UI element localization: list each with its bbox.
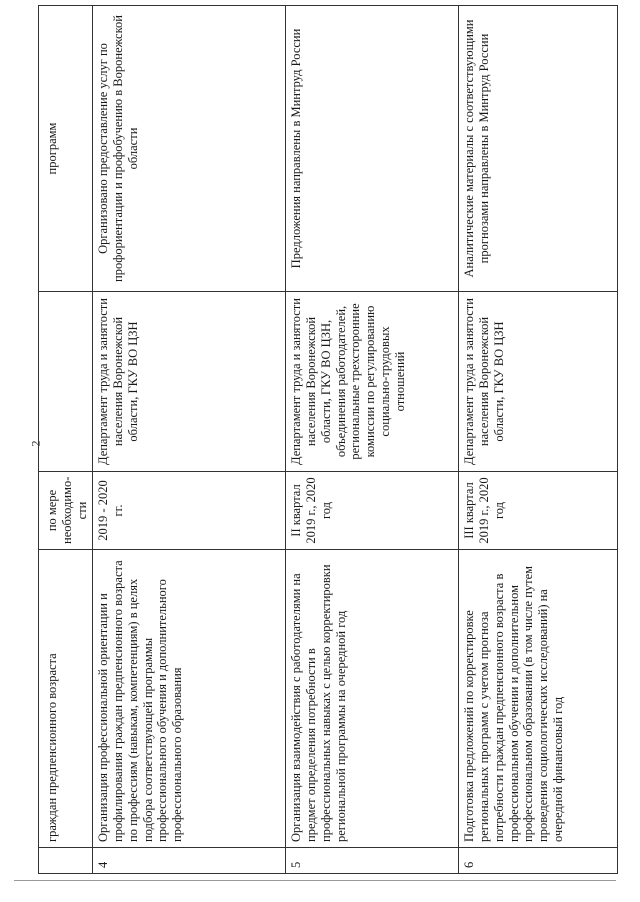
cell-term: по мере необходимо-сти xyxy=(39,472,93,550)
table-row xyxy=(39,6,93,874)
cell-result: Предложения направлены в Минтруд России xyxy=(286,6,459,292)
cell-num: 6 xyxy=(459,848,618,874)
cell-term: III квартал 2019 г., 2020 год xyxy=(459,472,618,550)
cell-name: Подготовка предложений по корректировке региональных программ с учетом прогноза потребности граждан предпенсионного возраста в профессиональном обучении и дополнительном профессиональном образовании (в том числе путем проведения социологических исследований) на очередной финансовый год xyxy=(459,550,618,848)
cell-responsible: Департамент труда и занятости населения Воронежской области, ГКУ ВО ЦЗН xyxy=(459,292,618,472)
cell-num: 4 xyxy=(93,848,286,874)
table-row xyxy=(93,6,286,874)
cell-result: Организовано предоставление услуг по профориентации и профобучению в Воронежской области xyxy=(93,6,286,292)
page-number: 2 xyxy=(28,440,43,447)
cell-name: Организация профессиональной ориентации и профилирования граждан предпенсионного возраста по профессиям (навыкам, компетенциям) в целях подбора соответствующей программы профессионального обучения и дополнительного профессионального образования xyxy=(93,550,286,848)
cell-name: граждан предпенсионного возраста xyxy=(39,550,93,848)
page-bottom-rule xyxy=(14,880,616,881)
cell-responsible: Департамент труда и занятости населения Воронежской области, ГКУ ВО ЦЗН, объединения работодателей, региональные трехсторонние комиссии по регулированию социально-трудовых отношений xyxy=(286,292,459,472)
cell-responsible: Департамент труда и занятости населения Воронежской области, ГКУ ВО ЦЗН xyxy=(93,292,286,472)
cell-result: Аналитические материалы с соответствующими прогнозами направлены в Минтруд России xyxy=(459,6,618,292)
cell-term: 2019 - 2020 гг. xyxy=(93,472,286,550)
table-row xyxy=(286,6,459,874)
cell-term: II квартал 2019 г., 2020 год xyxy=(286,472,459,550)
cell-num xyxy=(39,848,93,874)
cell-result: программ xyxy=(39,6,93,292)
cell-num: 5 xyxy=(286,848,459,874)
cell-responsible xyxy=(39,292,93,472)
cell-name: Организация взаимодействия с работодателями на предмет определения потребности в профессиональных навыках с целью корректировки региональной программы на очередной год xyxy=(286,550,459,848)
plan-table xyxy=(38,5,618,874)
table-row xyxy=(459,6,618,874)
document-sheet xyxy=(38,6,602,874)
